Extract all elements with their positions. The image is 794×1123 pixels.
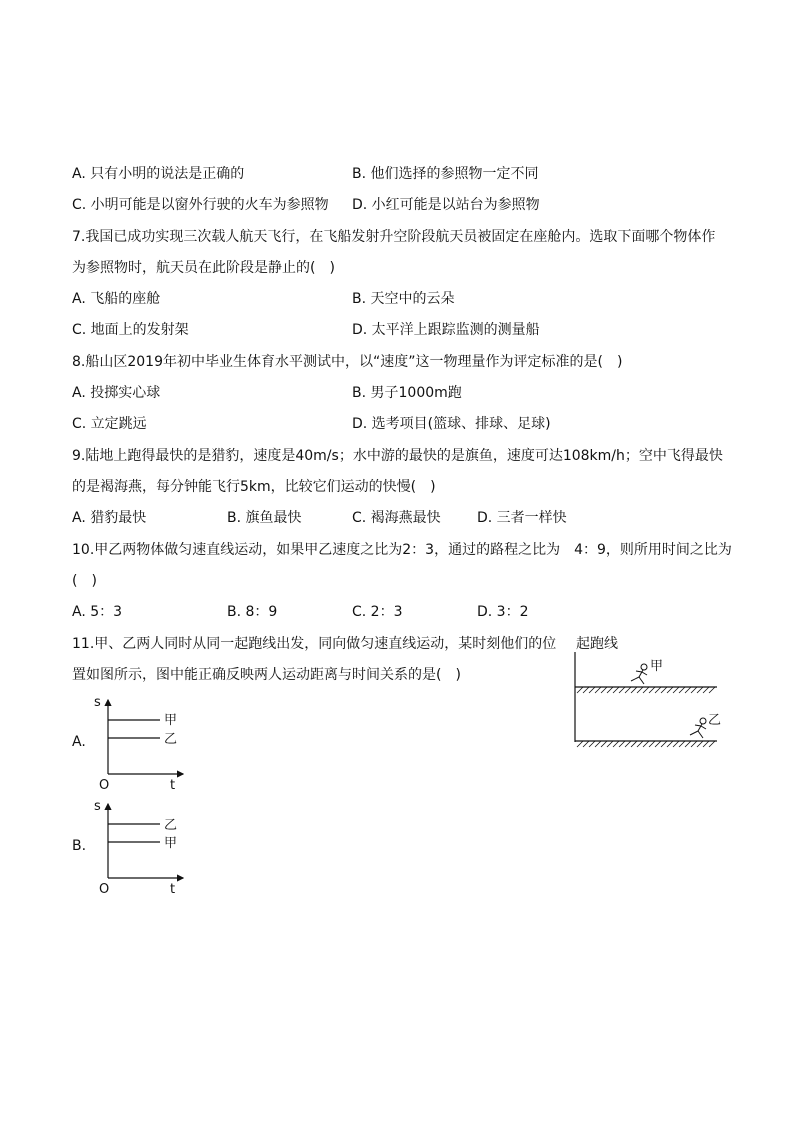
q11-stem-line-2: 置如图所示，图中能正确反映两人运动距离与时间关系的是( ) (72, 667, 461, 683)
runner-jia-label: 甲 (650, 659, 664, 674)
q9-option-c: C. 褐海燕最快 (352, 510, 441, 526)
q7-option-b: B. 天空中的云朵 (352, 291, 455, 307)
q9-option-b: B. 旗鱼最快 (227, 510, 302, 526)
q6-option-a: A. 只有小明的说法是正确的 (72, 166, 245, 182)
option-a-upper-line-label: 甲 (164, 713, 178, 728)
q9-stem-line-2: 的是褐海燕，每分钟能飞行5km，比较它们运动的快慢( ) (72, 479, 436, 495)
q9-stem-line-1: 9.陆地上跑得最快的是猎豹，速度是40m/s；水中游的最快的是旗鱼，速度可达108km/h；空中飞得最快 (72, 448, 723, 464)
q7-stem-line-1: 7.我国已成功实现三次载人航天飞行，在飞船发射升空阶段航天员被固定在座舱内。选取下面哪个物体作 (72, 229, 716, 245)
q6-option-c: C. 小明可能是以窗外行驶的火车为参照物 (72, 197, 329, 213)
option-a-lower-line-label: 乙 (164, 732, 178, 747)
q8-stem: 8.船山区2019年初中毕业生体育水平测试中，以“速度”这一物理量作为评定标准的是( ) (72, 354, 623, 370)
q10-option-d: D. 3：2 (477, 604, 529, 620)
q8-option-a: A. 投掷实心球 (72, 385, 161, 401)
q6-option-b: B. 他们选择的参照物一定不同 (352, 166, 539, 182)
option-a-x-axis-label: t (170, 778, 176, 793)
option-b-x-axis-label: t (170, 882, 176, 897)
lane-hatching-lower (577, 741, 715, 747)
option-b-origin-label: O (99, 882, 110, 897)
q10-stem-line-1: 10.甲乙两物体做匀速直线运动，如果甲乙速度之比为2：3，通过的路程之比为 4：9，则所用时间之比为 (72, 542, 732, 558)
q10-option-b: B. 8：9 (227, 604, 278, 620)
q11-option-b-graph (88, 794, 198, 898)
q10-option-c: C. 2：3 (352, 604, 403, 620)
q7-option-c: C. 地面上的发射架 (72, 322, 189, 338)
q11-stem-line-1: 11.甲、乙两人同时从同一起跑线出发，同向做匀速直线运动，某时刻他们的位 (72, 636, 557, 652)
q8-option-d: D. 选考项目(篮球、排球、足球) (352, 416, 551, 432)
start-line-label: 起跑线 (576, 636, 618, 652)
q10-stem-line-2: ( ) (72, 573, 97, 589)
runner-yi-label: 乙 (708, 713, 722, 728)
q11-option-b-letter: B. (72, 838, 87, 854)
q10-option-a: A. 5：3 (72, 604, 123, 620)
option-a-y-axis-label: s (94, 695, 101, 710)
q7-stem-line-2: 为参照物时，航天员在此阶段是静止的( ) (72, 260, 335, 276)
option-b-y-axis-label: s (94, 799, 101, 814)
runner-yi-icon (690, 718, 706, 738)
q8-option-b: B. 男子1000m跑 (352, 385, 462, 401)
q7-option-a: A. 飞船的座舱 (72, 291, 161, 307)
option-b-upper-line-label: 乙 (164, 818, 178, 833)
q8-option-c: C. 立定跳远 (72, 416, 147, 432)
q7-option-d: D. 太平洋上跟踪监测的测量船 (352, 322, 540, 338)
q11-track-figure (566, 630, 726, 752)
runner-jia-icon (631, 664, 647, 684)
lane-hatching-upper (577, 687, 715, 693)
q6-option-d: D. 小红可能是以站台为参照物 (352, 197, 540, 213)
q11-option-a-graph (88, 690, 198, 794)
q9-option-d: D. 三者一样快 (477, 510, 567, 526)
option-b-lower-line-label: 甲 (164, 836, 178, 851)
q11-option-a-letter: A. (72, 734, 86, 750)
q9-option-a: A. 猎豹最快 (72, 510, 147, 526)
option-a-origin-label: O (99, 778, 110, 793)
